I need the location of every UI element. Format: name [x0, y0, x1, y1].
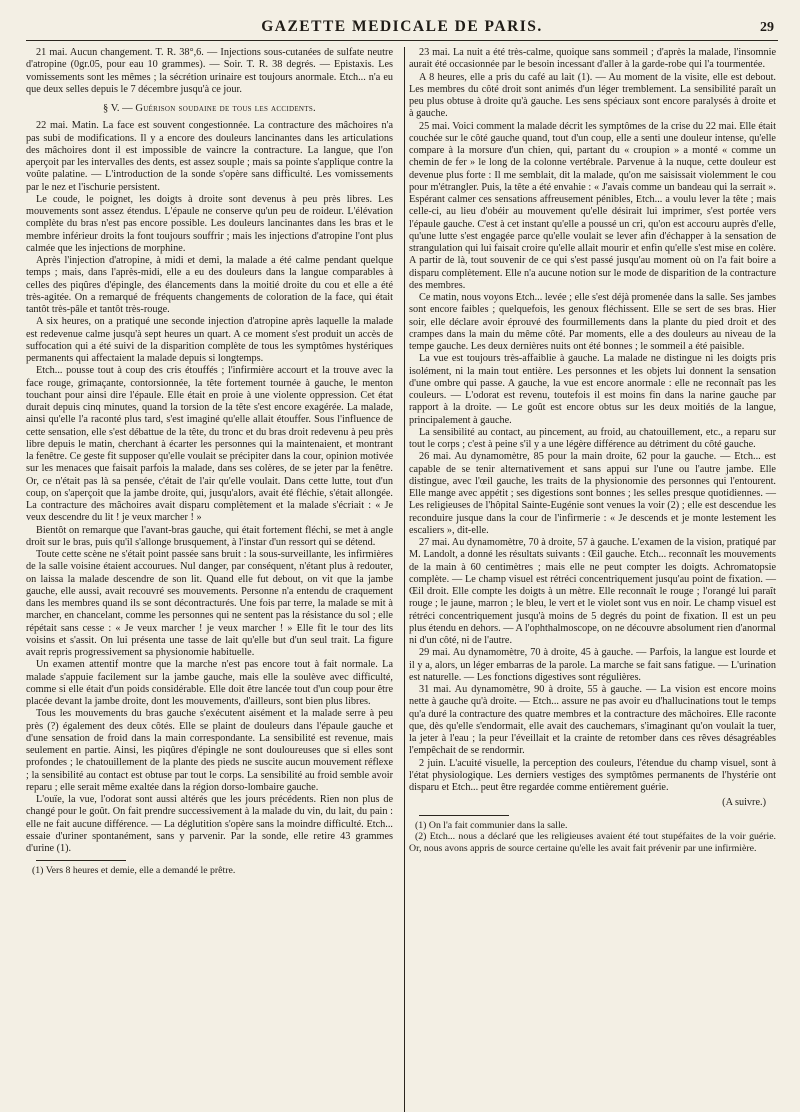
paragraph: 21 mai. Aucun changement. T. R. 38°,6. — Injections sous-cutanées de sulfate neutre d'atropine (0gr.05, pour eau 10 grammes). — Soir. T. R. 38 degrés. — Epistaxis. Les vomissements sont les mêmes ; la sécrétion urinaire est toujours anormale. Etch... n'a eu que deux selles depuis le 7 décembre jusqu'à ce jour. — [26, 47, 393, 95]
paragraph: Etch... pousse tout à coup des cris étouffés ; l'infirmière accourt et la trouve avec la face rouge, grimaçante, contorsionnée, la tête fortement tournée à gauche, le menton touchant pour ainsi dire l'épaule. Elle était en proie à une violente oppression. Cet état durait depuis cinq minutes, quand la torsion de la tête s'est encore exagérée. La malade, ainsi qu'elle l'a raconté plus tard, s'est imaginé qu'elle allait étouffer. Sous l'influence de cette sensation, elle s'est débattue de la tête, du tronc et du bras droit redevenu à peu près libre depuis le matin, cherchant à écarter les personnes qui la maintenaient, et montrant la fenêtre. Ce geste fit supposer qu'elle voulait se précipiter dans la cour, opinion motivée sur les menaces que faisait parfois la malade, dans ses colères, de se jeter par la fenêtre. Or, ce n'était pas là sa pensée, c'était de l'air qu'elle voulait. Dans cette lutte, tout d'un coup, on s'aperçoit que la jambe droite, qui, jusqu'alors, avait été fléchie, s'était allongée. La contracture des mâchoires avait disparu complètement et la malade s'écriait : « Je veux descendre du lit ! je veux marcher ! » — [26, 365, 393, 524]
paragraph: Ce matin, nous voyons Etch... levée ; elle s'est déjà promenée dans la salle. Ses jambes sont encore faibles ; quelquefois, les genoux fléchissent. Elle se sert de ses bras. Hier soir, elle déclare avoir éprouvé des fourmillements dans la plante du pied droit et des crampes dans la main du même côté. Par moments, elle a des douleurs au niveau de la tempe gauche. Les deux dernières nuits ont été bonnes ; le sommeil a été paisible. — [409, 292, 776, 352]
paragraph: Tous les mouvements du bras gauche s'exécutent aisément et la malade serre à peu près (?) également des deux côtés. Elle se plaint de douleurs dans l'épaule gauche et d'une sensation de froid dans la main correspondante. La sensibilité est revenue, mais seulement en partie. Ainsi, les piqûres d'épingle ne sont douloureuses que si elles sont profondes ; le chatouillement de la plante des pieds ne suscite aucun mouvement réflexe ; la sensibilité au contact est obtuse par tout le corps. La sensibilité au froid semble avoir reparu ; elle serait même exaltée dans la région dorso-lombaire gauche. — [26, 708, 393, 793]
paragraph: 31 mai. Au dynamomètre, 90 à droite, 55 à gauche. — La vision est encore moins nette à gauche qu'à droite. — Etch... assure ne pas avoir eu d'hallucinations tout le temps qu'a duré la contracture des quatre membres et la contracture des mâchoires. Elle raconte que, dès qu'elle s'endormait, elle avait des cauchemars, s'imaginant qu'on voulait la tuer, la jeter à l'eau ; la peur l'éveillait et la crainte de retomber dans ces rêves désagréables l'empêchait de se rendormir. — [409, 684, 776, 757]
paragraph: Le coude, le poignet, les doigts à droite sont devenus à peu près libres. Les mouvements sont assez étendus. L'épaule ne conserve qu'un peu de roideur. L'élévation complète du bras n'est pas encore possible. Les douleurs lancinantes dans les bras et le membre inférieur droits la font toujours souffrir ; mais les injections d'atropine l'ont plus calmée que les injections de morphine. — [26, 193, 393, 254]
right-column — [409, 47, 776, 877]
paragraph: 27 mai. Au dynamomètre, 70 à droite, 57 à gauche. L'examen de la vision, pratiqué par M. Landolt, a donné les résultats suivants : Œil gauche. Etch... reconnaît les mouvements de la main à 60 centimètres ; mais elle ne peut compter les doigts. Achromatopsie complète. — Le champ visuel est rétréci concentriquement jusqu'au point de fixation. — Œil droit. Elle compte les doigts à un mètre. Elle reconnaît le rouge ; l'orangé lui paraît rouge ; le jaune, marron ; le bleu, le vert et le violet sont vus en noir. Le champ visuel est rétréci concentriquement jusqu'à moins de 5 degrés du point de fixation. Il est un peu plus étendu en dehors. — A l'ophthalmoscope, on ne découvre absolument rien d'anormal ni d'un côté, ni de l'autre. — [409, 537, 776, 646]
paragraph: L'ouïe, la vue, l'odorat sont aussi altérés que les jours précédents. Rien non plus de changé pour le goût. On fait prendre successivement à la malade du vin, du lait, du pain : elle ne fait aucune différence. — La déglutition s'opère sans la moindre difficulté. Etch... essaie d'uriner spontanément, sans y parvenir. Par la sonde, elle retire 43 grammes d'urine (1). — [26, 794, 393, 854]
paragraph: 23 mai. La nuit a été très-calme, quoique sans sommeil ; d'après la malade, l'insomnie aurait été occasionnée par le besoin incessant d'aller à la garde-robe qui l'a tourmentée. — [409, 47, 776, 71]
text-columns — [26, 47, 778, 877]
column-divider — [404, 47, 405, 1112]
footnote: (1) On l'a fait communier dans la salle. — [415, 819, 568, 831]
paragraph: La vue est toujours très-affaiblie à gauche. La malade ne distingue ni les doigts pris isolément, ni la main tout entière. Les personnes et les objets lui donnent la sensation d'une ombre qui passe. A gauche, la vue est encore anormale : elle ne reconnaît pas les couleurs. — L'odorat est revenu, toutefois il est moins fin dans la narine gauche par rapport à la droite. — Le goût est encore obtus sur les deux moitiés de la langue, principalement à gauche. — [409, 353, 776, 426]
footnote: (2) Etch... nous a déclaré que les religieuses avaient été tout stupéfaites de la voir guérie. Or, nous avons appris de source certaine qu'elle les avait fait prévenir par une infirmière. — [409, 831, 776, 854]
paragraph: A 8 heures, elle a pris du café au lait (1). — Au moment de la visite, elle est debout. Les membres du côté droit sont animés d'un léger tremblement. La sensibilité paraît un peu plus obtuse à droite qu'à gauche. Les sens spéciaux sont encore paralysés à droite et à gauche. — [409, 71, 776, 120]
footnote-rule — [419, 815, 509, 816]
to-be-continued: (A suivre.) — [722, 797, 766, 809]
section-number: § V. — — [103, 103, 133, 114]
paragraph: 26 mai. Au dynamomètre, 85 pour la main droite, 62 pour la gauche. — Etch... est capable de se tenir alternativement et sans appui sur l'une ou l'autre jambe. Elle distingue, avec l'œil gauche, les traits de la physionomie des personnes qui l'entourent. Elle mange avec appétit ; ses digestions sont bonnes ; les selles presque quotidiennes. — Les religieuses de l'hôpital Sainte-Eugénie sont venues la voir (2) ; elle est descendue les reconduire jusque dans la cour de l'infirmerie : « Je descends et je monte lestement les escaliers », dit-elle. — [409, 451, 776, 536]
running-header — [26, 12, 778, 41]
paragraph: 2 juin. L'acuité visuelle, la perception des couleurs, l'étendue du champ visuel, sont à l'état physiologique. Les derniers vestiges des symptômes permanents de l'hystérie ont disparu et Etch... peut être regardée comme entièrement guérie. — [409, 757, 776, 793]
paragraph: A six heures, on a pratiqué une seconde injection d'atropine après laquelle la malade est redevenue calme jusqu'à sept heures un quart. A ce moment s'est produit un accès de suffocation qui a été suivi de la disparition complète de tous les symptômes hystériques permanents qui affectaient la malade depuis si longtemps. — [26, 316, 393, 364]
paragraph: 22 mai. Matin. La face est souvent congestionnée. La contracture des mâchoires n'a pas subi de modifications. Il y a encore des douleurs lancinantes dans les articulations des mâchoires dont il est impossible de vaincre la contracture. La langue, que l'on aperçoit par les intervalles des dents, est assez souple ; mais sa pointe s'applique contre la voûte palatine. — L'introduction de la sonde s'opère sans difficulté. Les vomissements par le nez et l'ischurie persistent. — [26, 120, 393, 193]
left-column — [26, 47, 393, 877]
paragraph: Toute cette scène ne s'était point passée sans bruit : la sous-surveillante, les infirmières de la salle voisine étaient accourues. Nul danger, par conséquent, n'étant plus à redouter, on laissa la malade descendre de son lit. Quand elle fut debout, on vit que la jambe gauche, elle aussi, avait recouvré ses mouvements. Personne n'a entendu de craquement dans les membres quand ils se sont décontracturés. Une fois par terre, la malade se mit à marcher, en chancelant, comme les personnes qui ne sentent pas la résistance du sol ; elle répétait sans cesse : « Je veux marcher ! je veux marcher ! » Elle fit le tour des lits voisins et s'assit. On lui présenta une tasse de lait qu'elle but d'un seul trait. La figure avait repris progressivement sa physionomie habituelle. — [26, 549, 393, 658]
paragraph: 29 mai. Au dynamomètre, 70 à droite, 45 à gauche. — Parfois, la langue est lourde et il y a, alors, un léger embarras de la parole. La marche se fait sans fatigue. — L'urination est naturelle. — Les fonctions digestives sont régulières. — [409, 647, 776, 683]
paragraph: La sensibilité au contact, au pincement, au froid, au chatouillement, etc., a reparu sur tout le corps ; c'est à peine s'il y a une légère différence au détriment du côté gauche. — [409, 426, 776, 450]
paragraph: Un examen attentif montre que la marche n'est pas encore tout à fait normale. La malade s'appuie facilement sur la jambe gauche, mais elle la soulève avec difficulté, comme si elle était d'un poids considérable. Elle doit être lancée tout d'un coup pour être placée devant la jambe droite, dont les mouvements, d'ailleurs, sont bien plus libres. — [26, 659, 393, 707]
paragraph: Bientôt on remarque que l'avant-bras gauche, qui était fortement fléchi, se met à angle droit sur le bras, puis qu'il s'allonge brusquement, à l'instar d'un ressort qui se détend. — [26, 524, 393, 548]
footnote: (1) Vers 8 heures et demie, elle a demandé le prêtre. — [32, 865, 236, 877]
page-number: 29 — [760, 20, 774, 35]
paragraph: Après l'injection d'atropine, à midi et demi, la malade a été calme pendant quelque temps ; mais, dans l'après-midi, elle a eu des douleurs dans la langue comparables à celles des piqûres d'épingle, des élancements dans la moitié droite du cou et elle a été très-agitée. On a remarqué de fréquents changements de coloration de la face, qui était tantôt très-pâle et tantôt très-rouge. — [26, 255, 393, 315]
section-heading — [26, 103, 393, 115]
journal-title: GAZETTE MEDICALE DE PARIS. — [261, 18, 543, 35]
section-title: Guérison soudaine de tous les accidents. — [135, 103, 316, 114]
paragraph: 25 mai. Voici comment la malade décrit les symptômes de la crise du 22 mai. Elle était couchée sur le côté gauche quand, tout d'un coup, elle a senti une douleur intense, qu'elle compare à la morsure d'un chien, qui, partant du « croupion » a monté « comme un chemin de fer » le long de la colonne vertébrale. Parvenue à la nuque, cette douleur est devenue plus forte : Il me semblait, dit la malade, qu'on me saisissait violemment le cou pour m'étrangler. Puis, la tête a été envahie : « J'avais comme un bandeau qui la serrait ». Espérant calmer ces sensations affreusement pénibles, Etch... a voulu lever la tête ; mais celle-ci, au lieu d'obéir au mouvement qu'elle désirait lui imprimer, s'est portée vers l'épaule gauche. C'est à cet instant qu'elle a poussé un cri, qu'on est accouru auprès d'elle, qu'une lutte s'est engagée parce qu'elle voulait se lever afin d'échapper à la sensation de strangulation qui lui faisait croire qu'elle allait mourir et enfin qu'elle s'est mise en colère. A partir de là, tout souvenir de ce qui s'est passé jusqu'au moment où on l'a fait boire a disparu complètement. Elle n'a aucune notion sur le mode de disparition de la contracture des membres. — [409, 120, 776, 291]
footnote-rule — [36, 860, 126, 861]
